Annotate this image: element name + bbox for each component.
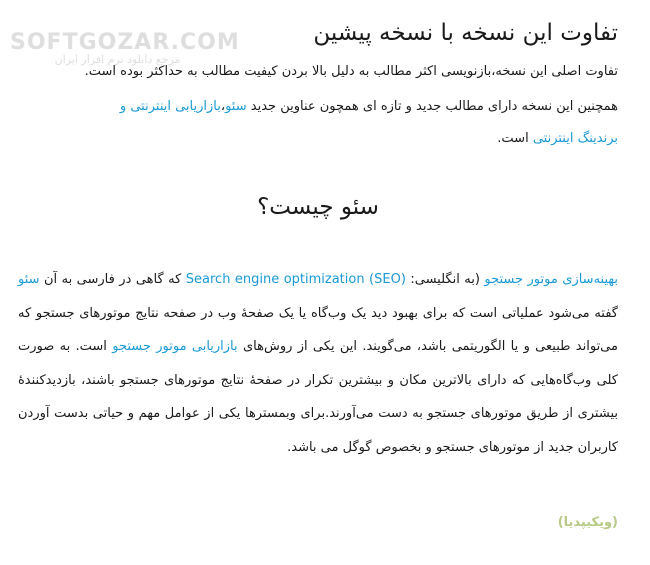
source-note-wikipedia: (ویکیپدیا) bbox=[557, 515, 618, 530]
section-title-what-is-seo: سئو چیست؟ bbox=[257, 194, 379, 220]
difference-paragraph-line2 bbox=[18, 91, 618, 155]
link-search-engine-optimization[interactable]: بهینه‌سازی موتور جستجو bbox=[484, 272, 619, 287]
link-search-engine-marketing[interactable]: بازاریابی موتور جستجو bbox=[112, 339, 238, 354]
watermark-subtitle: مرجع دانلود نرم افزار ایران bbox=[54, 53, 181, 66]
link-internet-branding[interactable]: برندینگ اینترنتی bbox=[532, 131, 618, 146]
text-segment: (به انگلیسی: bbox=[405, 272, 485, 287]
link-internet-marketing[interactable]: بازاریابی اینترنتی bbox=[130, 99, 221, 114]
link-and: و bbox=[119, 99, 131, 114]
link-seo-short[interactable]: سئو bbox=[18, 272, 40, 287]
link-seo[interactable]: سئو bbox=[225, 99, 247, 114]
text-segment: است. به صورت کلی وب‌گاه‌هایی که دارای بالاترین مکان و بیشترین تکرار در صفحهٔ نتایج موتورهای جستجو باشند، بازدیدکنندهٔ بیشتری از طریق موتورهای جستجو به دست می‌آورند.برای وبمسترها یکی از عوامل مهم و حیاتی بدست آوردن کاربران جدید از موتورهای جستجو و بخصوص گوگل می باشد. bbox=[18, 339, 618, 455]
watermark-logo: SOFTGOZAR.COM bbox=[10, 30, 240, 55]
section-title-difference: تفاوت این نسخه با نسخه پیشین bbox=[313, 20, 618, 46]
text-segment-end: است. bbox=[497, 131, 533, 146]
watermark bbox=[10, 30, 240, 66]
link-seo-english[interactable]: (Search engine optimization (SEO bbox=[185, 272, 406, 287]
text-separator: ، bbox=[220, 99, 226, 114]
seo-definition-paragraph bbox=[18, 263, 618, 464]
text-segment: همچنین این نسخه دارای مطالب جدید و تازه ای همچون عناوین جدید bbox=[246, 99, 618, 114]
difference-paragraph-line1: تفاوت اصلی این نسخه،بازنویسی اکثر مطالب به دلیل بالا بردن کیفیت مطالب به حداکثر بوده است. bbox=[84, 64, 618, 79]
text-segment: که گاهی در فارسی به آن bbox=[39, 272, 186, 287]
text-segment: گفته می‌شود عملیاتی است که برای بهبود دید یک وب‌گاه یا یک صفحهٔ وب در صفحه نتایج موتورهای جستجو که می‌تواند طبیعی و یا الگوریتمی باشد، می‌گویند. این یکی از روش‌های bbox=[18, 305, 618, 354]
